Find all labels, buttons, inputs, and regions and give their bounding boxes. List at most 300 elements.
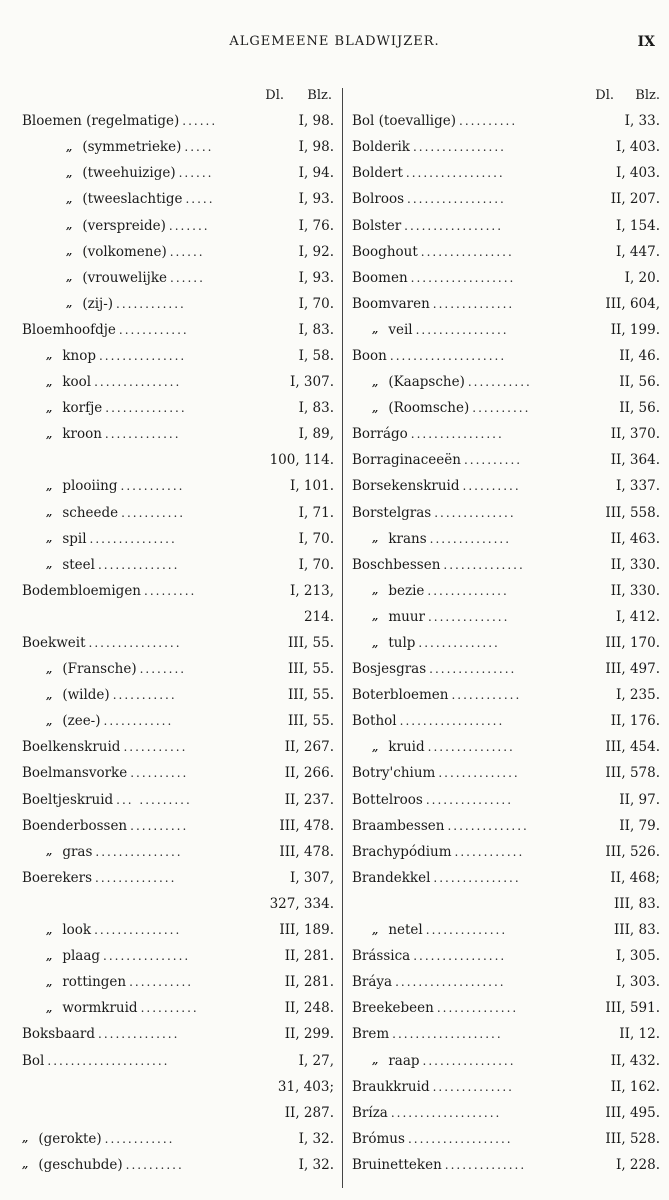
entry-term	[352, 270, 574, 286]
entry-reference: III, 558.	[605, 504, 660, 521]
index-entry	[352, 526, 660, 552]
entry-term	[352, 870, 574, 886]
entry-reference: II, 56.	[619, 400, 660, 417]
entry-reference: II, 370.	[610, 426, 660, 443]
entry-reference: I, 89,	[298, 426, 334, 443]
index-entry	[352, 239, 660, 265]
entry-reference: III, 478.	[279, 843, 334, 860]
entry-reference: II, 176.	[610, 713, 660, 730]
index-entry	[22, 447, 334, 473]
entry-text: Bráya	[352, 974, 393, 991]
leader-dots: ..........	[130, 818, 189, 833]
entry-term	[22, 687, 256, 703]
entry-text: Bloemhoofdje	[22, 321, 116, 338]
entry-reference: I, 32.	[298, 1156, 334, 1173]
index-entry	[22, 343, 334, 369]
index-entry	[22, 1100, 334, 1126]
entry-text: Brómus	[352, 1130, 405, 1147]
index-entry	[22, 473, 334, 499]
entry-text: Boksbaard	[22, 1026, 95, 1043]
entry-term	[352, 452, 574, 468]
leader-dots: ...........	[112, 688, 177, 703]
entry-text: Boterbloemen	[352, 687, 449, 704]
entry-reference: III, 497.	[605, 661, 660, 678]
entry-text: plooiing	[62, 478, 118, 495]
index-entry	[22, 239, 334, 265]
index-entry	[352, 787, 660, 813]
index-entry	[352, 656, 660, 682]
entry-reference: III, 170.	[605, 635, 660, 652]
entry-term	[22, 922, 256, 938]
entry-reference: I, 70.	[298, 295, 334, 312]
entry-reference: I, 71.	[298, 504, 334, 521]
index-entry	[22, 1126, 334, 1152]
index-entry	[22, 395, 334, 421]
entry-text: Brachypódium	[352, 843, 452, 860]
entry-text: (geschubde)	[38, 1156, 123, 1173]
leader-dots: ........	[139, 662, 187, 677]
index-entry	[352, 1126, 660, 1152]
index-entry	[22, 995, 334, 1021]
index-entry	[352, 995, 660, 1021]
entry-term	[352, 1026, 574, 1042]
entry-term	[352, 583, 574, 599]
entry-reference: II, 162.	[610, 1078, 660, 1095]
index-entry	[352, 604, 660, 630]
entry-text: Borsekenskruid	[352, 478, 460, 495]
entry-reference: 327, 334.	[269, 895, 334, 912]
ditto-mark: „	[66, 245, 73, 259]
leader-dots: ...............	[98, 348, 187, 363]
entry-reference: I, 70.	[298, 556, 334, 573]
entry-term	[22, 531, 256, 547]
entry-reference: I, 83.	[298, 321, 334, 338]
leader-dots: ...................	[390, 1105, 502, 1120]
leader-dots: ..............	[418, 636, 500, 651]
leader-dots: ..................	[407, 1131, 513, 1146]
index-entry	[352, 500, 660, 526]
entry-reference: I, 33.	[624, 113, 660, 130]
index-entry	[352, 630, 660, 656]
ditto-mark: „	[372, 401, 379, 415]
ditto-mark: „	[66, 297, 73, 311]
leader-dots: ................	[88, 636, 182, 651]
index-entry	[22, 578, 334, 604]
entry-term	[352, 713, 574, 729]
index-entry	[352, 291, 660, 317]
index-entry	[22, 186, 334, 212]
entry-text: (symmetrieke)	[82, 139, 182, 156]
entry-reference: II, 248.	[284, 1000, 334, 1017]
entry-text: veil	[388, 321, 413, 338]
entry-text: (volkomene)	[82, 243, 167, 260]
entry-text: Bolderik	[352, 139, 410, 156]
entry-term	[22, 557, 256, 573]
index-entry	[352, 578, 660, 604]
entry-text: (vrouwelijke	[82, 269, 168, 286]
ditto-mark: „	[372, 532, 379, 546]
entry-reference: III, 83.	[613, 922, 660, 939]
entry-term	[22, 1026, 256, 1042]
leader-dots: ............	[103, 714, 174, 729]
entry-reference: I, 98.	[298, 139, 334, 156]
ditto-mark: „	[46, 558, 53, 572]
leader-dots: .................	[404, 218, 504, 233]
index-entry	[352, 369, 660, 395]
index-entry	[22, 787, 334, 813]
entry-term	[22, 635, 256, 651]
ditto-mark: „	[372, 375, 379, 389]
leader-dots: ...............	[425, 792, 514, 807]
entry-text: Bríza	[352, 1104, 388, 1121]
ditto-mark: „	[46, 949, 53, 963]
leader-dots: ...............	[95, 844, 183, 859]
index-entry	[352, 1047, 660, 1073]
leader-dots: ...................	[392, 1027, 503, 1042]
volume-header: Dl.	[595, 87, 614, 103]
ditto-mark: „	[22, 1132, 29, 1146]
ditto-mark: „	[46, 427, 53, 441]
entry-reference: I, 76.	[298, 217, 334, 234]
entry-term	[352, 139, 574, 155]
ditto-mark: „	[372, 584, 379, 598]
leader-dots: ..............	[438, 766, 520, 781]
entry-reference: I, 412.	[616, 608, 660, 625]
entry-reference: I, 92.	[298, 243, 334, 260]
ditto-mark: „	[372, 610, 379, 624]
entry-term	[22, 974, 256, 990]
index-entry	[22, 134, 334, 160]
index-entry	[352, 865, 660, 891]
leader-dots: ..............	[105, 401, 187, 416]
index-entry	[352, 917, 660, 943]
entry-term	[22, 1131, 256, 1147]
entry-reference: 214.	[303, 608, 334, 625]
leader-dots: ................	[412, 140, 506, 155]
ditto-mark: „	[46, 375, 53, 389]
entry-reference: I, 303.	[616, 974, 660, 991]
ditto-mark: „	[46, 479, 53, 493]
entry-reference: I, 27,	[298, 1052, 334, 1069]
entry-text: (Kaapsche)	[388, 374, 465, 391]
leader-dots: ..........	[130, 766, 189, 781]
left-entries	[22, 108, 334, 1178]
leader-dots: .....................	[47, 1053, 170, 1068]
entry-text: Boerekers	[22, 869, 93, 886]
entry-reference: I, 70.	[298, 530, 334, 547]
entry-text: gras	[62, 843, 93, 860]
ditto-mark: „	[46, 349, 53, 363]
page-header-label: Blz.	[635, 87, 660, 103]
leader-dots: ..........	[140, 1001, 199, 1016]
entry-term	[352, 400, 574, 416]
page-header	[0, 34, 669, 54]
index-entry	[22, 421, 334, 447]
index-entry	[352, 734, 660, 760]
entry-term	[22, 661, 256, 677]
entry-term	[352, 165, 574, 181]
entry-reference: II, 281.	[284, 948, 334, 965]
index-entry	[22, 917, 334, 943]
ditto-mark: „	[372, 1054, 379, 1068]
leader-dots: ............	[454, 844, 525, 859]
entry-term	[22, 139, 256, 155]
leader-dots: ................	[422, 1053, 516, 1068]
column-divider	[342, 88, 343, 1188]
ditto-mark: „	[46, 662, 53, 676]
entry-reference: II, 299.	[284, 1026, 334, 1043]
entry-text: Borraginaceeën	[352, 452, 461, 469]
entry-reference: III, 454.	[605, 739, 660, 756]
entry-term	[22, 244, 256, 260]
entry-reference: I, 58.	[298, 347, 334, 364]
entry-term	[22, 844, 256, 860]
entry-term	[352, 218, 574, 234]
leader-dots: ..............	[98, 1027, 180, 1042]
entry-reference: III, 526.	[605, 843, 660, 860]
index-entry	[22, 212, 334, 238]
entry-text: spil	[62, 530, 87, 547]
entry-text: Boschbessen	[352, 556, 441, 573]
entry-reference: II, 266.	[284, 765, 334, 782]
leader-dots: ...............	[433, 870, 521, 885]
entry-reference: I, 93.	[298, 269, 334, 286]
entry-reference: I, 447.	[616, 243, 660, 260]
leader-dots: ......	[178, 166, 214, 181]
index-entry	[22, 1152, 334, 1178]
leader-dots: ...............	[429, 662, 517, 677]
leader-dots: ..............	[97, 557, 180, 572]
entry-term	[22, 1053, 256, 1069]
leader-dots: ................	[420, 244, 514, 259]
entry-term	[352, 1105, 574, 1121]
ditto-mark: „	[372, 923, 379, 937]
index-entry	[22, 760, 334, 786]
entry-reference: I, 83.	[298, 400, 334, 417]
entry-term	[352, 374, 574, 390]
entry-term	[352, 1079, 574, 1095]
entry-reference: I, 228.	[616, 1156, 660, 1173]
entry-reference: II, 12.	[619, 1026, 660, 1043]
entry-term	[22, 505, 256, 521]
ditto-mark: „	[46, 923, 53, 937]
leader-dots: ..................	[410, 270, 516, 285]
leader-dots: .....	[185, 192, 215, 207]
leader-dots: ..............	[432, 1079, 514, 1094]
entry-term	[352, 296, 574, 312]
entry-reference: II, 468;	[610, 869, 660, 886]
leader-dots: ..........	[463, 453, 523, 468]
leader-dots: ..............	[425, 923, 508, 938]
entry-term	[352, 531, 574, 547]
entry-term	[22, 713, 256, 729]
leader-dots: ..............	[443, 557, 525, 572]
leader-dots: ..........	[462, 479, 521, 494]
entry-reference: III, 578.	[605, 765, 660, 782]
entry-text: Boekweit	[22, 635, 86, 652]
entry-reference: I, 154.	[616, 217, 660, 234]
entry-term	[352, 922, 574, 938]
entry-term	[352, 739, 574, 755]
entry-text: Borrágo	[352, 426, 408, 443]
entry-text: Boenderbossen	[22, 817, 128, 834]
ditto-mark: „	[66, 271, 73, 285]
entry-reference: III, 189.	[279, 922, 334, 939]
left-column-header	[22, 82, 334, 108]
entry-term	[22, 583, 256, 599]
entry-text: Boomen	[352, 269, 408, 286]
index-entry	[22, 526, 334, 552]
leader-dots: ....................	[389, 348, 507, 363]
entry-text: Bloemen (regelmatige)	[22, 113, 180, 130]
entry-reference: III, 83.	[613, 895, 660, 912]
ditto-mark: „	[46, 401, 53, 415]
ditto-mark: „	[46, 688, 53, 702]
entry-text: (zee-)	[62, 713, 101, 730]
leader-dots: ................	[415, 322, 509, 337]
entry-reference: I, 20.	[624, 269, 660, 286]
entry-text: Boomvaren	[352, 295, 430, 312]
entry-text: Borstelgras	[352, 504, 432, 521]
index-entry	[22, 630, 334, 656]
index-entry	[352, 134, 660, 160]
entry-text: Bol	[22, 1052, 45, 1069]
index-entry	[352, 212, 660, 238]
entry-reference: I, 307.	[290, 374, 334, 391]
entry-reference: I, 213,	[290, 582, 334, 599]
index-entry	[352, 760, 660, 786]
entry-text: (wilde)	[62, 687, 110, 704]
entry-text: Brandekkel	[352, 869, 431, 886]
leader-dots: ............	[104, 1131, 175, 1146]
ditto-mark: „	[66, 192, 73, 206]
entry-text: Booghout	[352, 243, 418, 260]
index-entry	[22, 813, 334, 839]
entry-term	[22, 870, 256, 886]
index-entry	[352, 891, 660, 917]
leader-dots: ...............	[94, 923, 182, 938]
entry-text: Boldert	[352, 165, 403, 182]
leader-dots: ...........	[121, 505, 186, 520]
leader-dots: ...............	[94, 375, 182, 390]
entry-text: rottingen	[62, 974, 127, 991]
entry-text: Brássica	[352, 948, 411, 965]
entry-text: raap	[388, 1052, 420, 1069]
leader-dots: ... .........	[116, 792, 192, 807]
leader-dots: ..............	[427, 583, 509, 598]
index-entry	[22, 108, 334, 134]
index-entry	[22, 500, 334, 526]
entry-reference: II, 432.	[610, 1052, 660, 1069]
entry-reference: I, 403.	[616, 165, 660, 182]
entry-text: (gerokte)	[38, 1130, 102, 1147]
entry-term	[22, 948, 256, 964]
entry-term	[352, 687, 574, 703]
entry-reference: I, 235.	[616, 687, 660, 704]
entry-reference: III, 55.	[287, 661, 334, 678]
leader-dots: ......	[169, 244, 205, 259]
entry-term	[352, 844, 574, 860]
entry-text: Boelmansvorke	[22, 765, 128, 782]
index-entry	[22, 604, 334, 630]
index-entry	[352, 839, 660, 865]
index-entry	[22, 839, 334, 865]
ditto-mark: „	[372, 636, 379, 650]
right-column	[352, 82, 660, 1178]
leader-dots: ..............	[436, 1001, 519, 1016]
entry-reference: II, 330.	[610, 582, 660, 599]
index-entry	[22, 943, 334, 969]
index-entry	[22, 1047, 334, 1073]
entry-term	[22, 792, 256, 808]
entry-reference: I, 305.	[616, 948, 660, 965]
entry-reference: II, 267.	[284, 739, 334, 756]
index-entry	[352, 317, 660, 343]
entry-reference: II, 46.	[619, 347, 660, 364]
entry-term	[352, 322, 574, 338]
index-entry	[352, 343, 660, 369]
entry-text: (tweehuizige)	[82, 165, 176, 182]
index-entry	[352, 1021, 660, 1047]
entry-term	[22, 165, 256, 181]
entry-term	[352, 1000, 574, 1016]
entry-reference: III, 478.	[279, 817, 334, 834]
entry-term	[352, 191, 574, 207]
index-entry	[22, 265, 334, 291]
entry-text: Bolster	[352, 217, 402, 234]
leader-dots: ...........	[120, 479, 185, 494]
entry-text: Boon	[352, 347, 387, 364]
entry-text: Bodembloemigen	[22, 582, 142, 599]
leader-dots: ............	[118, 322, 189, 337]
leader-dots: ...........	[467, 375, 532, 390]
entry-term	[352, 1131, 574, 1147]
leader-dots: ..................	[399, 714, 505, 729]
entry-reference: III, 528.	[605, 1130, 660, 1147]
page-header-label: Blz.	[307, 87, 332, 103]
entry-text: (Fransche)	[62, 661, 137, 678]
leader-dots: .........	[144, 583, 197, 598]
entry-reference: I, 307,	[290, 869, 334, 886]
entry-reference: III, 591.	[605, 1000, 660, 1017]
entry-reference: III, 495.	[605, 1104, 660, 1121]
entry-term	[22, 218, 256, 234]
leader-dots: ............	[116, 296, 186, 311]
ditto-mark: „	[372, 740, 379, 754]
entry-text: scheede	[62, 504, 119, 521]
index-entry	[22, 708, 334, 734]
entry-text: Bolroos	[352, 191, 405, 208]
entry-reference: III, 55.	[287, 635, 334, 652]
ditto-mark: „	[46, 506, 53, 520]
index-entry	[352, 265, 660, 291]
index-entry	[352, 1074, 660, 1100]
entry-term	[352, 557, 574, 573]
index-entry	[352, 447, 660, 473]
index-entry	[352, 708, 660, 734]
index-entry	[352, 186, 660, 212]
entry-term	[352, 244, 574, 260]
leader-dots: ...........	[129, 975, 194, 990]
index-entry	[22, 1021, 334, 1047]
entry-reference: III, 55.	[287, 713, 334, 730]
index-entry	[22, 160, 334, 186]
ditto-mark: „	[46, 845, 53, 859]
entry-text: Breekebeen	[352, 1000, 434, 1017]
entry-text: tulp	[388, 635, 416, 652]
leader-dots: ...............	[103, 949, 191, 964]
entry-reference: I, 98.	[298, 113, 334, 130]
